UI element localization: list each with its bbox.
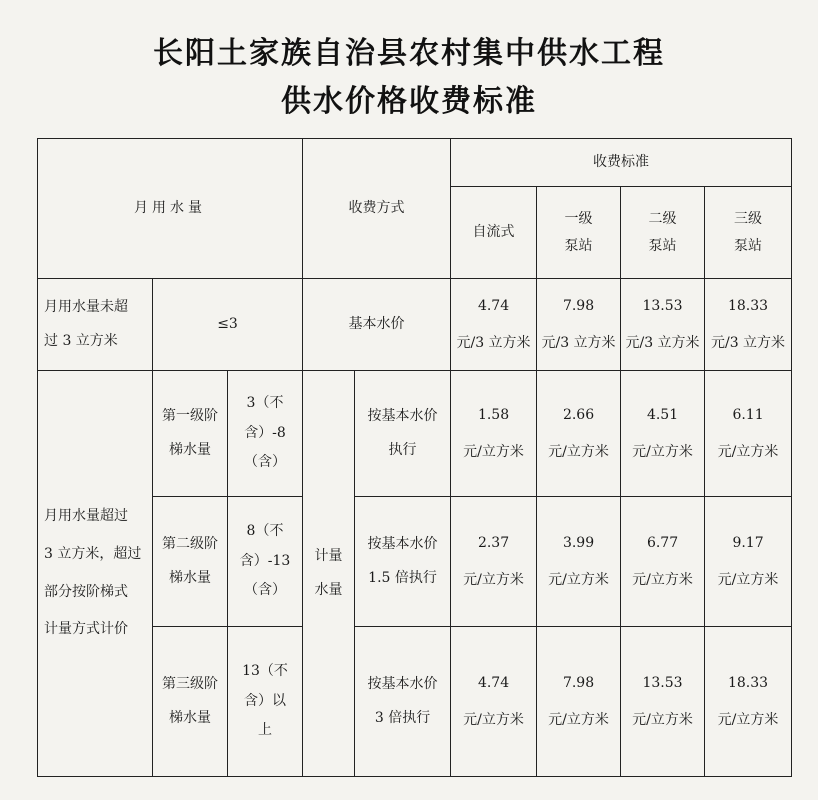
price-cell: 2.37 元/立方米 bbox=[451, 497, 537, 627]
basic-row-range: ≤3 bbox=[153, 279, 303, 371]
col-header-pump3: 三级 泵站 bbox=[705, 187, 792, 279]
price-cell: 6.77 元/立方米 bbox=[621, 497, 705, 627]
col-header-pump2: 二级 泵站 bbox=[621, 187, 705, 279]
tier-range: 13（不 含）以 上 bbox=[228, 627, 303, 777]
basic-row-method: 基本水价 bbox=[303, 279, 451, 371]
tier-method: 按基本水价 3 倍执行 bbox=[355, 627, 451, 777]
tier-name: 第一级阶 梯水量 bbox=[153, 371, 228, 497]
col-header-pump1: 一级 泵站 bbox=[537, 187, 621, 279]
tier-name: 第二级阶 梯水量 bbox=[153, 497, 228, 627]
price-cell: 9.17 元/立方米 bbox=[705, 497, 792, 627]
price-cell: 3.99 元/立方米 bbox=[537, 497, 621, 627]
price-cell: 18.33 元/3 立方米 bbox=[705, 279, 792, 371]
header-standard: 收费标准 bbox=[451, 139, 792, 187]
col-header-gravity: 自流式 bbox=[451, 187, 537, 279]
price-cell: 4.74 元/立方米 bbox=[451, 627, 537, 777]
price-cell: 4.74 元/3 立方米 bbox=[451, 279, 537, 371]
document-title: 长阳土家族自治县农村集中供水工程 bbox=[153, 36, 665, 71]
price-cell: 7.98 元/立方米 bbox=[537, 627, 621, 777]
price-cell: 1.58 元/立方米 bbox=[451, 371, 537, 497]
price-cell: 13.53 元/立方米 bbox=[621, 627, 705, 777]
basic-row-label: 月用水量未超 过 3 立方米 bbox=[38, 279, 153, 371]
header-usage: 月用水量 bbox=[38, 139, 303, 279]
price-cell: 6.11 元/立方米 bbox=[705, 371, 792, 497]
price-table bbox=[37, 138, 792, 777]
document-subtitle: 供水价格收费标准 bbox=[281, 84, 537, 119]
tier-method: 按基本水价 执行 bbox=[355, 371, 451, 497]
tier-method: 按基本水价 1.5 倍执行 bbox=[355, 497, 451, 627]
price-cell: 18.33 元/立方米 bbox=[705, 627, 792, 777]
header-method: 收费方式 bbox=[303, 139, 451, 279]
metering-label: 计量 水量 bbox=[303, 371, 355, 777]
price-cell: 2.66 元/立方米 bbox=[537, 371, 621, 497]
tier-group-label: 月用水量超过 3 立方米，超过 部分按阶梯式 计量方式计价 bbox=[38, 371, 153, 777]
tier-name: 第三级阶 梯水量 bbox=[153, 627, 228, 777]
tier-range: 3（不 含）-8 （含） bbox=[228, 371, 303, 497]
price-cell: 13.53 元/3 立方米 bbox=[621, 279, 705, 371]
price-cell: 4.51 元/立方米 bbox=[621, 371, 705, 497]
tier-range: 8（不 含）-13 （含） bbox=[228, 497, 303, 627]
price-cell: 7.98 元/3 立方米 bbox=[537, 279, 621, 371]
